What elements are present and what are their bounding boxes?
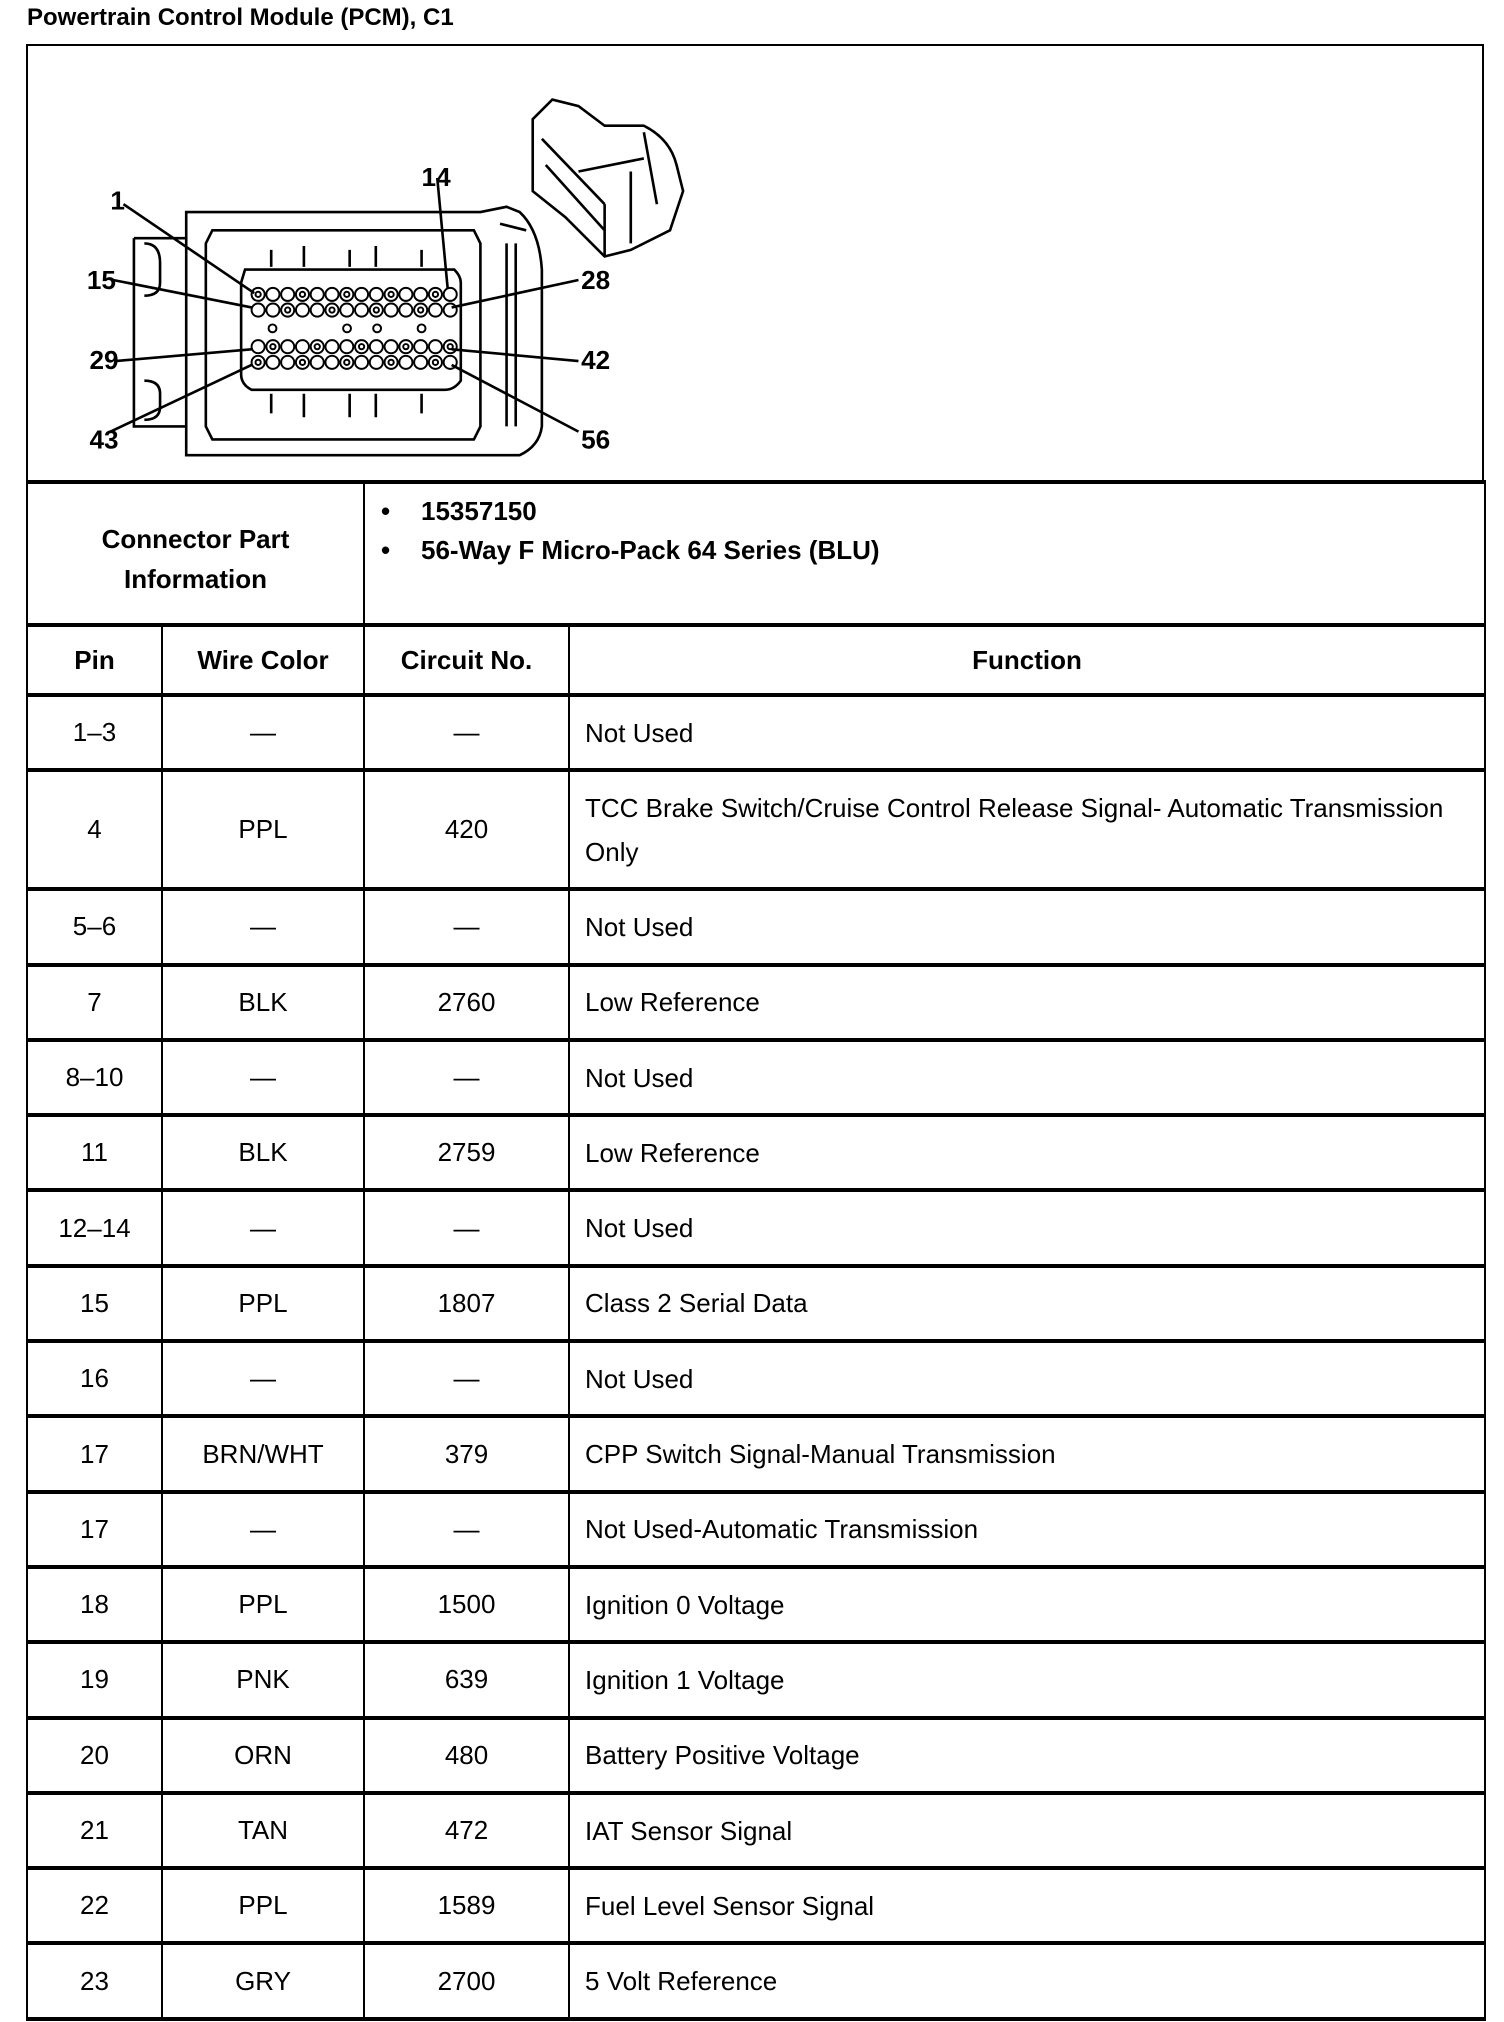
connector-illustration	[28, 46, 1482, 480]
pin-cavity	[399, 288, 412, 301]
wire-color-cell: —	[162, 889, 364, 964]
function-cell: Fuel Level Sensor Signal	[569, 1868, 1485, 1943]
wire-color-cell: PPL	[162, 770, 364, 889]
leader-line	[110, 365, 251, 432]
wire-color-cell: TAN	[162, 1793, 364, 1868]
header-function: Function	[569, 625, 1485, 695]
function-cell: Not Used	[569, 1190, 1485, 1265]
wire-color-cell: BRN/WHT	[162, 1416, 364, 1491]
pin-terminal	[256, 360, 261, 365]
pin-terminal	[300, 292, 305, 297]
pin-cavity	[296, 304, 309, 317]
pin-cell: 11	[27, 1115, 162, 1190]
pin-cell: 1–3	[27, 695, 162, 770]
pin-cavity	[355, 356, 368, 369]
pin-terminal	[433, 360, 438, 365]
pin-cell: 7	[27, 965, 162, 1040]
connector-3d-view	[533, 100, 683, 257]
circuit-cell: 1807	[364, 1266, 569, 1341]
function-cell: Not Used	[569, 1040, 1485, 1115]
pin-cavity	[414, 304, 427, 317]
pin-cell: 8–10	[27, 1040, 162, 1115]
pin-label-1: 1	[110, 185, 125, 216]
header-wire-color: Wire Color	[162, 625, 364, 695]
circuit-cell: —	[364, 1190, 569, 1265]
table-row	[27, 1567, 1485, 1642]
pin-cavity	[281, 304, 294, 317]
header-pin: Pin	[27, 625, 162, 695]
table-row	[27, 770, 1485, 889]
table-row	[27, 1943, 1485, 2018]
pin-cell: 20	[27, 1718, 162, 1793]
wire-color-cell: PPL	[162, 1868, 364, 1943]
pinout-table	[26, 480, 1486, 2021]
circuit-cell: 420	[364, 770, 569, 889]
pin-cavity	[296, 356, 309, 369]
pin-terminal	[300, 360, 305, 365]
pin-cell: 22	[27, 1868, 162, 1943]
pin-cavity	[340, 356, 353, 369]
pin-cavity	[311, 288, 324, 301]
function-cell: CPP Switch Signal-Manual Transmission	[569, 1416, 1485, 1491]
pin-terminal	[344, 360, 349, 365]
pin-terminal	[388, 360, 393, 365]
pin-cavity	[281, 340, 294, 353]
pin-cell: 4	[27, 770, 162, 889]
pin-cavity	[325, 356, 338, 369]
connector-info-item: • 15357150	[381, 496, 537, 526]
pin-cell: 17	[27, 1416, 162, 1491]
pin-cavity	[385, 304, 398, 317]
wire-color-cell: ORN	[162, 1718, 364, 1793]
leader-line	[123, 204, 254, 293]
pin-cavity	[325, 304, 338, 317]
table-row	[27, 1642, 1485, 1717]
circuit-cell: —	[364, 695, 569, 770]
pin-label-14: 14	[421, 161, 451, 192]
pin-cavity	[414, 356, 427, 369]
pin-cavity	[429, 304, 442, 317]
pin-cavity	[266, 304, 279, 317]
wire-color-cell: —	[162, 1492, 364, 1567]
pin-cavity	[385, 340, 398, 353]
wire-color-cell: —	[162, 695, 364, 770]
pin-cavity	[266, 288, 279, 301]
page-title: Powertrain Control Module (PCM), C1	[27, 4, 454, 31]
circuit-cell: 472	[364, 1793, 569, 1868]
pin-cavity	[296, 340, 309, 353]
connector-diagram	[26, 44, 1484, 484]
table-row	[27, 1718, 1485, 1793]
connector-info-row	[27, 480, 1485, 625]
circuit-cell: 639	[364, 1642, 569, 1717]
function-cell: Not Used-Automatic Transmission	[569, 1492, 1485, 1567]
header-circuit-no: Circuit No.	[364, 625, 569, 695]
pin-cavity-small	[418, 324, 426, 332]
pin-cavity	[399, 304, 412, 317]
pin-cavity-small	[373, 324, 381, 332]
pin-cavity	[340, 340, 353, 353]
wire-color-cell: —	[162, 1040, 364, 1115]
pin-cavity	[444, 288, 457, 301]
pin-terminal	[315, 344, 320, 349]
wire-color-cell: BLK	[162, 965, 364, 1040]
function-cell: 5 Volt Reference	[569, 1943, 1485, 2018]
connector-info-label: Connector Part Information	[27, 480, 364, 625]
pin-cavity	[414, 288, 427, 301]
table-row	[27, 1190, 1485, 1265]
pin-terminal	[329, 307, 334, 312]
wire-color-cell: BLK	[162, 1115, 364, 1190]
pin-label-42: 42	[581, 344, 611, 375]
table-row	[27, 965, 1485, 1040]
pin-cavity	[340, 288, 353, 301]
function-cell: IAT Sensor Signal	[569, 1793, 1485, 1868]
pin-cavity	[370, 288, 383, 301]
wire-color-cell: PPL	[162, 1567, 364, 1642]
circuit-cell: 379	[364, 1416, 569, 1491]
pin-cavity	[325, 288, 338, 301]
pin-cavity	[444, 340, 457, 353]
pin-cavity	[252, 356, 265, 369]
pin-cell: 17	[27, 1492, 162, 1567]
pin-cavity	[370, 304, 383, 317]
pin-label-15: 15	[86, 265, 116, 296]
pin-grid	[252, 288, 457, 369]
pin-cavity	[429, 288, 442, 301]
pin-cell: 21	[27, 1793, 162, 1868]
pin-cavity	[311, 304, 324, 317]
pin-label-56: 56	[581, 424, 611, 455]
function-cell: Battery Positive Voltage	[569, 1718, 1485, 1793]
pin-cavity	[385, 356, 398, 369]
pin-cavity	[325, 340, 338, 353]
pin-cavity	[429, 356, 442, 369]
table-row	[27, 1492, 1485, 1567]
pin-cavity	[429, 340, 442, 353]
table-row	[27, 1416, 1485, 1491]
function-cell: Ignition 1 Voltage	[569, 1642, 1485, 1717]
pin-cavity-small	[269, 324, 277, 332]
pin-cavity	[385, 288, 398, 301]
table-row	[27, 1793, 1485, 1868]
pin-cavity	[252, 340, 265, 353]
table-header-row	[27, 625, 1485, 695]
pin-label-29: 29	[89, 344, 119, 375]
pin-cell: 12–14	[27, 1190, 162, 1265]
function-cell: Not Used	[569, 889, 1485, 964]
pin-cavity	[355, 304, 368, 317]
pin-terminal	[285, 307, 290, 312]
table-row	[27, 1341, 1485, 1416]
function-cell: Ignition 0 Voltage	[569, 1567, 1485, 1642]
pin-terminal	[418, 307, 423, 312]
pin-terminal	[344, 292, 349, 297]
pin-cavity-small	[343, 324, 351, 332]
function-cell: Low Reference	[569, 965, 1485, 1040]
pin-terminal	[388, 292, 393, 297]
pin-cavity	[399, 340, 412, 353]
pin-cell: 18	[27, 1567, 162, 1642]
wire-color-cell: —	[162, 1341, 364, 1416]
circuit-cell: —	[364, 1492, 569, 1567]
circuit-cell: —	[364, 1341, 569, 1416]
pin-cavity	[355, 340, 368, 353]
table-row	[27, 889, 1485, 964]
pin-label-43: 43	[89, 424, 119, 455]
wire-color-cell: —	[162, 1190, 364, 1265]
connector-info-item: • 56-Way F Micro-Pack 64 Series (BLU)	[381, 535, 880, 565]
pin-cavity	[266, 340, 279, 353]
table-row	[27, 695, 1485, 770]
circuit-cell: —	[364, 1040, 569, 1115]
pin-cavity	[252, 288, 265, 301]
leader-line	[116, 349, 252, 361]
pin-cell: 5–6	[27, 889, 162, 964]
pin-cavity	[355, 288, 368, 301]
circuit-cell: —	[364, 889, 569, 964]
table-row	[27, 1115, 1485, 1190]
circuit-cell: 2700	[364, 1943, 569, 2018]
wire-color-cell: GRY	[162, 1943, 364, 2018]
circuit-cell: 1589	[364, 1868, 569, 1943]
table-row	[27, 1040, 1485, 1115]
circuit-cell: 2759	[364, 1115, 569, 1190]
function-cell: Low Reference	[569, 1115, 1485, 1190]
pin-cavity	[340, 304, 353, 317]
pin-terminal	[433, 292, 438, 297]
pin-cell: 15	[27, 1266, 162, 1341]
pin-cavity	[281, 288, 294, 301]
function-cell: Class 2 Serial Data	[569, 1266, 1485, 1341]
pin-label-28: 28	[581, 265, 611, 296]
pin-terminal	[359, 344, 364, 349]
table-row	[27, 1266, 1485, 1341]
circuit-cell: 1500	[364, 1567, 569, 1642]
leader-line	[437, 178, 447, 289]
function-cell: Not Used	[569, 1341, 1485, 1416]
pin-cavity	[311, 356, 324, 369]
pin-cavity	[311, 340, 324, 353]
pin-cell: 23	[27, 1943, 162, 2018]
connector-body	[186, 207, 542, 455]
pin-cavity	[414, 340, 427, 353]
wire-color-cell: PPL	[162, 1266, 364, 1341]
pin-terminal	[256, 292, 261, 297]
function-cell: Not Used	[569, 695, 1485, 770]
table-row	[27, 1868, 1485, 1943]
circuit-cell: 480	[364, 1718, 569, 1793]
circuit-cell: 2760	[364, 965, 569, 1040]
pin-terminal	[270, 344, 275, 349]
pin-cavity	[252, 304, 265, 317]
pin-cavity	[399, 356, 412, 369]
pin-cavity	[266, 356, 279, 369]
wire-color-cell: PNK	[162, 1642, 364, 1717]
pin-cell: 16	[27, 1341, 162, 1416]
pin-cavity	[296, 288, 309, 301]
connector-info-list	[364, 480, 1485, 625]
pin-cavity	[370, 340, 383, 353]
pin-terminal	[374, 307, 379, 312]
pin-cavity	[370, 356, 383, 369]
function-cell: TCC Brake Switch/Cruise Control Release Signal- Automatic Transmission Only	[569, 770, 1485, 889]
pin-cavity	[281, 356, 294, 369]
pin-cell: 19	[27, 1642, 162, 1717]
pin-terminal	[403, 344, 408, 349]
